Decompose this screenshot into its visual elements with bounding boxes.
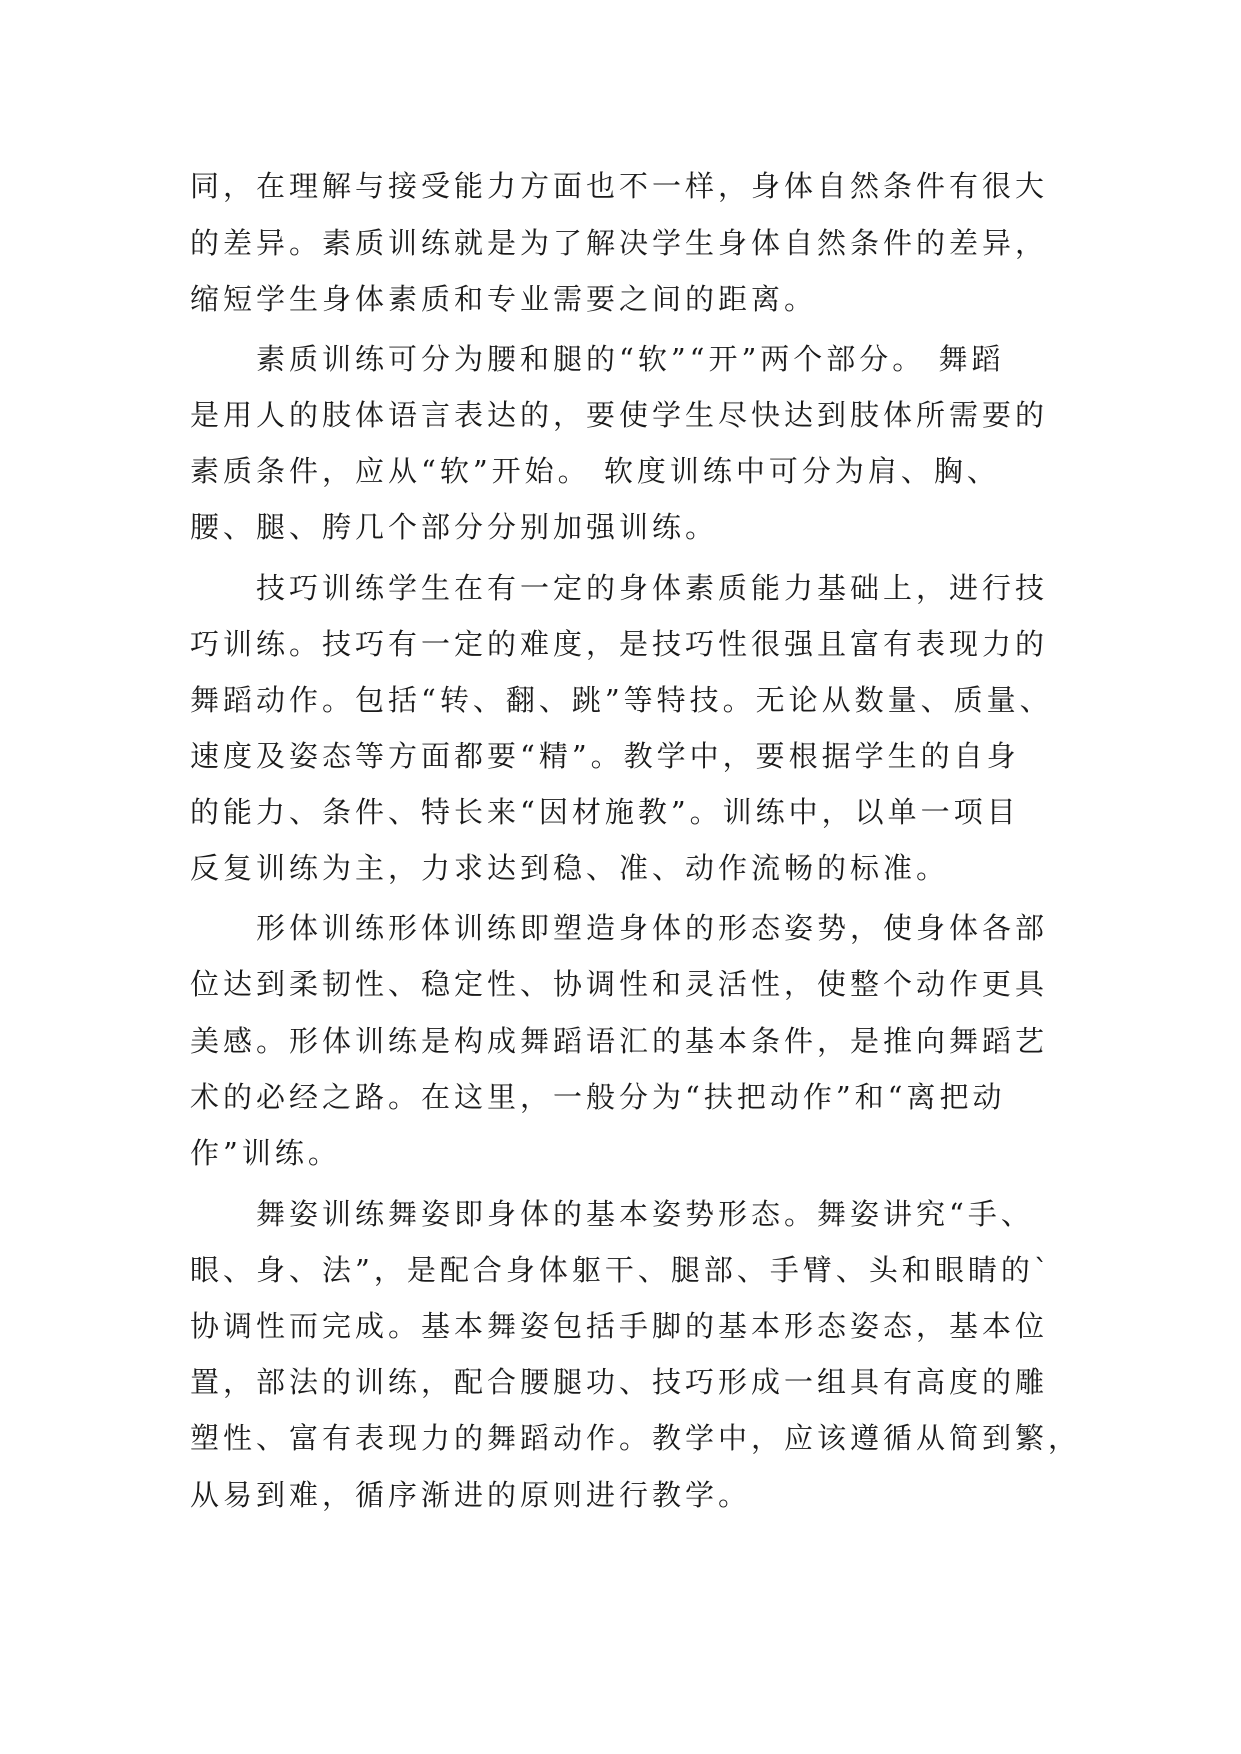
- text-line: 反复训练为主，力求达到稳、准、动作流畅的标准。: [190, 851, 950, 885]
- text-line: 技巧训练学生在有一定的身体素质能力基础上，进行技: [190, 571, 1049, 605]
- text-line: 巧训练。技巧有一定的难度，是技巧性很强且富有表现力的: [190, 627, 1049, 661]
- text-line: 作”训练。: [190, 1136, 341, 1170]
- text-line: 美感。形体训练是构成舞蹈语汇的基本条件，是推向舞蹈艺: [190, 1024, 1049, 1058]
- text-line: 同，在理解与接受能力方面也不一样，身体自然条件有很大: [190, 169, 1049, 203]
- text-line: 术的必经之路。在这里，一般分为“扶把动作”和“离把动: [190, 1080, 1006, 1114]
- text-line: 舞姿训练舞姿即身体的基本姿势形态。舞姿讲究“手、: [190, 1197, 1034, 1231]
- text-line: 眼、身、法”，是配合身体躯干、腿部、手臂、头和眼睛的`: [190, 1253, 1053, 1287]
- text-line: 缩短学生身体素质和专业需要之间的距离。: [190, 282, 818, 316]
- text-line: 形体训练形体训练即塑造身体的形态姿势，使身体各部: [190, 911, 1049, 945]
- text-line: 腰、腿、胯几个部分分别加强训练。: [190, 510, 719, 544]
- text-line: 塑性、富有表现力的舞蹈动作。教学中，应该遵循从简到繁，: [190, 1421, 1082, 1455]
- text-line: 舞蹈动作。包括“转、翻、跳”等特技。无论从数量、质量、: [190, 683, 1053, 717]
- text-line: 的能力、条件、特长来“因材施教”。训练中，以单一项目: [190, 795, 1020, 829]
- text-line: 速度及姿态等方面都要“精”。教学中，要根据学生的自身: [190, 739, 1020, 773]
- text-line: 从易到难，循序渐进的原则进行教学。: [190, 1478, 752, 1512]
- text-line: 素质训练可分为腰和腿的“软”“开”两个部分。 舞蹈: [190, 342, 1005, 376]
- text-line: 的差异。素质训练就是为了解决学生身体自然条件的差异，: [190, 226, 1049, 260]
- text-line: 置，部法的训练，配合腰腿功、技巧形成一组具有高度的雕: [190, 1365, 1049, 1399]
- text-line: 协调性而完成。基本舞姿包括手脚的基本形态姿态，基本位: [190, 1309, 1049, 1343]
- text-line: 素质条件，应从“软”开始。 软度训练中可分为肩、胸、: [190, 454, 1000, 488]
- text-line: 位达到柔韧性、稳定性、协调性和灵活性，使整个动作更具: [190, 967, 1049, 1001]
- text-line: 是用人的肢体语言表达的，要使学生尽快达到肢体所需要的: [190, 398, 1049, 432]
